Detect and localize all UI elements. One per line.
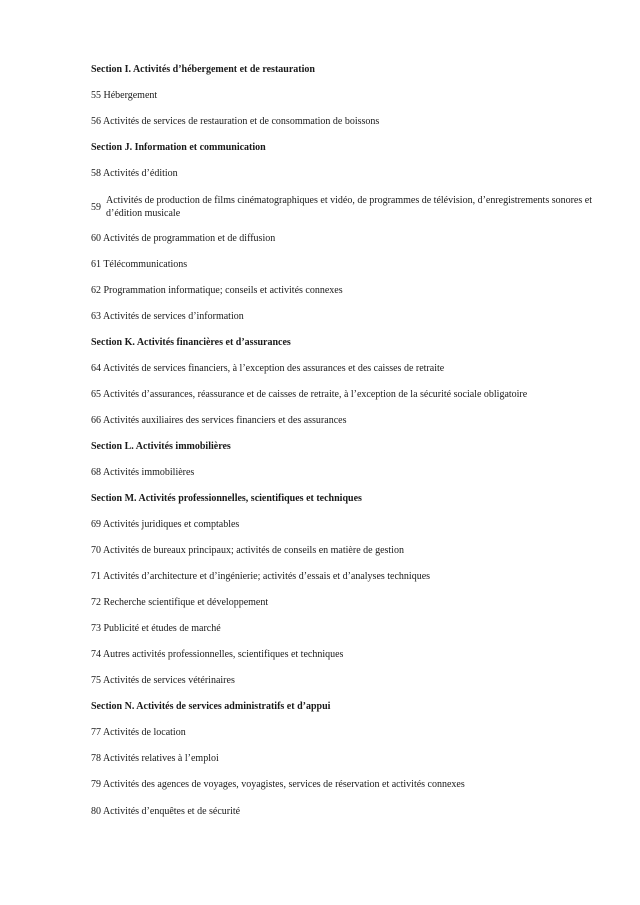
activity-label: Activités de production de films cinématographiques et vidéo, de programmes de télévision, d’enregistrements sonores et d’édition musicale [106, 195, 592, 219]
activity-item: 72 Recherche scientifique et développement [91, 597, 269, 608]
activity-item: 71 Activités d’architecture et d’ingénierie; activités d’essais et d’analyses techniques [91, 571, 431, 582]
activity-item: 55 Hébergement [91, 90, 158, 101]
section-heading: Section J. Information et communication [91, 142, 266, 153]
activity-item: 70 Activités de bureaux principaux; activités de conseils en matière de gestion [91, 545, 404, 556]
activity-item: 74 Autres activités professionnelles, scientifiques et techniques [91, 649, 344, 660]
activity-item: 78 Activités relatives à l’emploi [91, 753, 219, 764]
activity-code: 59 [91, 202, 101, 213]
activity-item: 60 Activités de programmation et de diffusion [91, 233, 276, 244]
activity-item: 79 Activités des agences de voyages, voyagistes, services de réservation et activités connexes [91, 779, 465, 790]
section-heading: Section M. Activités professionnelles, scientifiques et techniques [91, 493, 362, 504]
activity-item: 69 Activités juridiques et comptables [91, 519, 240, 530]
section-heading: Section K. Activités financières et d’assurances [91, 337, 291, 348]
activity-item: 56 Activités de services de restauration et de consommation de boissons [91, 116, 380, 127]
activity-item [91, 194, 611, 222]
activity-item: 61 Télécommunications [91, 259, 188, 270]
activity-item: 63 Activités de services d’information [91, 311, 244, 322]
section-heading: Section I. Activités d’hébergement et de restauration [91, 64, 315, 75]
section-heading: Section N. Activités de services administratifs et d’appui [91, 701, 331, 712]
activity-item: 64 Activités de services financiers, à l’exception des assurances et des caisses de retraite [91, 363, 445, 374]
activity-item: 68 Activités immobilières [91, 467, 195, 478]
activity-item: 62 Programmation informatique; conseils et activités connexes [91, 285, 343, 296]
activity-item: 77 Activités de location [91, 727, 186, 738]
activity-item: 73 Publicité et études de marché [91, 623, 221, 634]
activity-item: 58 Activités d’édition [91, 168, 178, 179]
section-heading: Section L. Activités immobilières [91, 441, 231, 452]
activity-item: 65 Activités d’assurances, réassurance et de caisses de retraite, à l’exception de la sécurité sociale obligatoire [91, 389, 528, 400]
activity-item: 66 Activités auxiliaires des services financiers et des assurances [91, 415, 347, 426]
activity-item: 75 Activités de services vétérinaires [91, 675, 235, 686]
activity-item: 80 Activités d’enquêtes et de sécurité [91, 806, 241, 817]
